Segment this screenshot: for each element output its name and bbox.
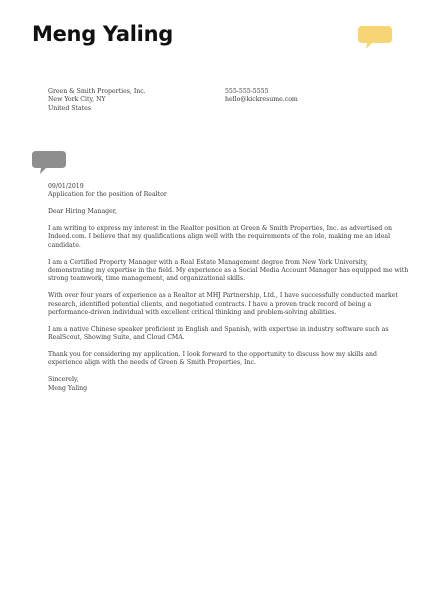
speech-bubble-icon xyxy=(32,151,66,175)
recipient-company: Green & Smith Properties, Inc. xyxy=(48,88,146,95)
letter-greeting: Dear Hiring Manager, xyxy=(48,208,118,216)
letter-date: 09/01/2019 xyxy=(48,183,84,190)
letter-subject: Application for the position of Realtor xyxy=(48,191,167,199)
recipient-city: New York City, NY xyxy=(48,96,106,104)
letter-paragraph: With over four years of experience as a Realtor at MHJ Partnership, Ltd., I have successfully conducted market research, identified potential clients, and negotiated contracts. I have a proven track record of being a performance-driven individual with excellent critical thinking and problem-solving abilities. xyxy=(48,292,398,317)
letter-paragraph: I am a Certified Property Manager with a Real Estate Management degree from New York University, demonstrating my expertise in the field. My experience as a Social Media Account Manager has equipped me with strong teamwork, time management, and organizational skills. xyxy=(48,258,409,283)
email-address: hello@kickresume.com xyxy=(225,96,298,104)
letter-paragraph: I am writing to express my interest in the Realtor position at Green & Smith Properties, Inc. as advertised on Indeed.com. I believe that my qualifications align well with the requirements of the role, making me an ideal candidate. xyxy=(48,225,392,249)
letter-closing: Sincerely, xyxy=(48,376,79,384)
letter-body xyxy=(48,183,409,393)
letter-paragraph: Thank you for considering my application. I look forward to the opportunity to discuss how my skills and experience align with the needs of Green & Smith Properties, Inc. xyxy=(48,351,377,367)
recipient-country: United States xyxy=(48,104,91,112)
letter-paragraph: I am a native Chinese speaker proficient in English and Spanish, with expertise in industry software such as RealScout, Showing Suite, and Cloud CMA. xyxy=(48,325,389,342)
phone-number: 555-555-5555 xyxy=(225,88,269,95)
letter-signature: Meng Yaling xyxy=(48,384,88,392)
applicant-name: Meng Yaling xyxy=(32,22,173,46)
recipient-address xyxy=(48,88,146,113)
speech-bubble-icon xyxy=(358,26,392,50)
contact-info xyxy=(225,88,298,105)
